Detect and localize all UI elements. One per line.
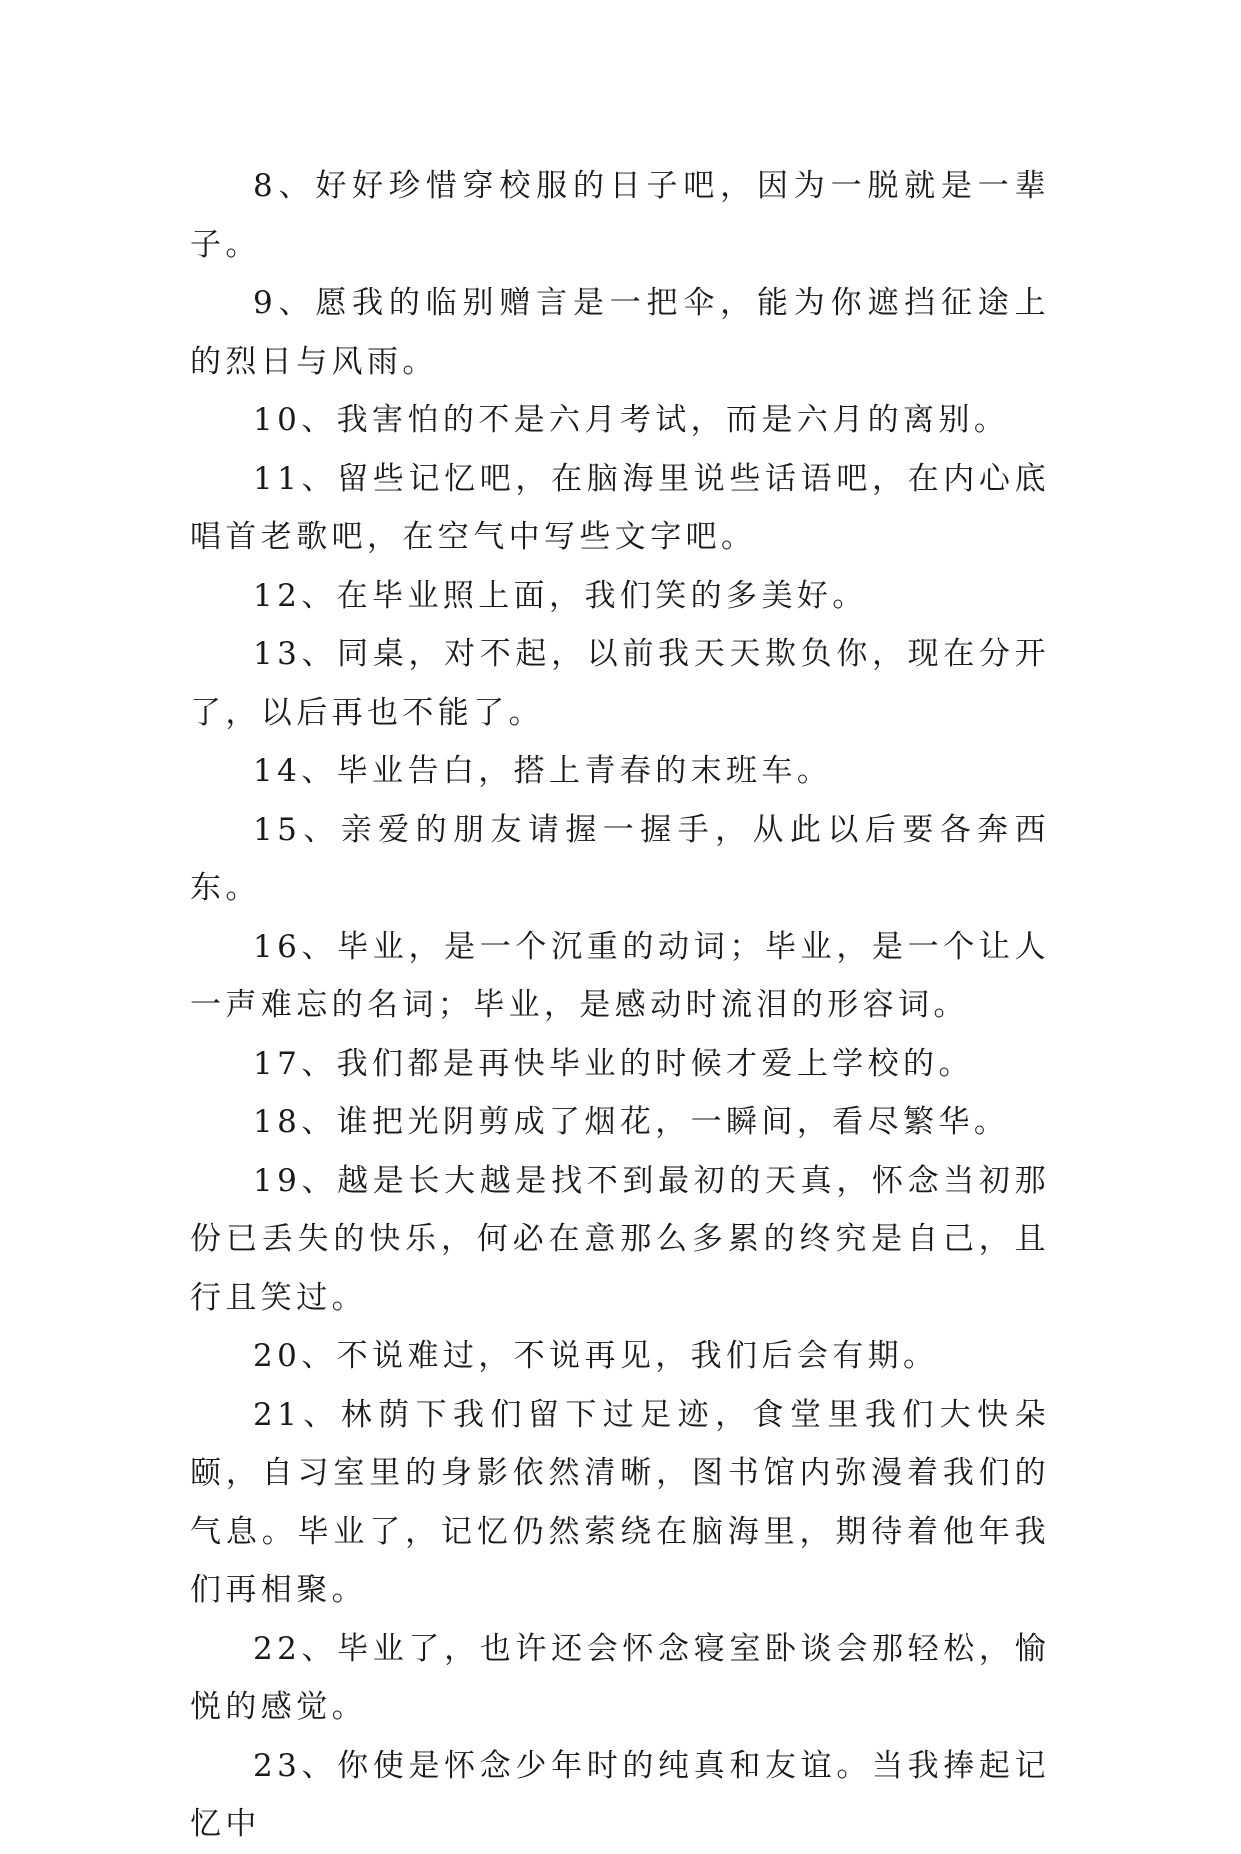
paragraph-item-10: 10、我害怕的不是六月考试，而是六月的离别。 [253, 402, 1010, 438]
paragraph-item-12: 12、在毕业照上面，我们笑的多美好。 [253, 577, 868, 614]
paragraph-item-14: 14、毕业告白，搭上青春的末班车。 [253, 753, 833, 789]
paragraph-item-9: 9、愿我的临别赠言是一把伞，能为你遮挡征途上的烈日与风雨。 [190, 285, 1050, 380]
paragraph-item-23: 23、你使是怀念少年时的纯真和友谊。当我捧起记忆中 [190, 1747, 1050, 1842]
document-body [190, 157, 1050, 1854]
paragraph-item-8: 8、好好珍惜穿校服的日子吧，因为一脱就是一辈子。 [190, 168, 1050, 263]
paragraph-item-18: 18、谁把光阴剪成了烟花，一瞬间，看尽繁华。 [253, 1104, 1010, 1140]
paragraph-item-19: 19、越是长大越是找不到最初的天真，怀念当初那份已丢失的快乐，何必在意那么多累的终究是自己，且行且笑过。 [190, 1162, 1050, 1316]
paragraph-item-15: 15、亲爱的朋友请握一握手，从此以后要各奔西东。 [190, 811, 1050, 906]
paragraph-item-21: 21、林荫下我们留下过足迹，食堂里我们大快朵颐，自习室里的身影依然清晰，图书馆内弥漫着我们的气息。毕业了，记忆仍然萦绕在脑海里，期待着他年我们再相聚。 [190, 1396, 1050, 1608]
paragraph-item-11: 11、留些记忆吧，在脑海里说些话语吧，在内心底唱首老歌吧，在空气中写些文字吧。 [190, 460, 1050, 555]
paragraph-item-17: 17、我们都是再快毕业的时候才爱上学校的。 [253, 1045, 974, 1082]
paragraph-item-22: 22、毕业了，也许还会怀念寝室卧谈会那轻松，愉悦的感觉。 [190, 1630, 1050, 1725]
paragraph-item-13: 13、同桌，对不起，以前我天天欺负你，现在分开了，以后再也不能了。 [190, 636, 1050, 731]
paragraph-item-16: 16、毕业，是一个沉重的动词；毕业，是一个让人一声难忘的名词；毕业，是感动时流泪的形容词。 [190, 928, 1050, 1023]
paragraph-item-20: 20、不说难过，不说再见，我们后会有期。 [253, 1338, 939, 1374]
